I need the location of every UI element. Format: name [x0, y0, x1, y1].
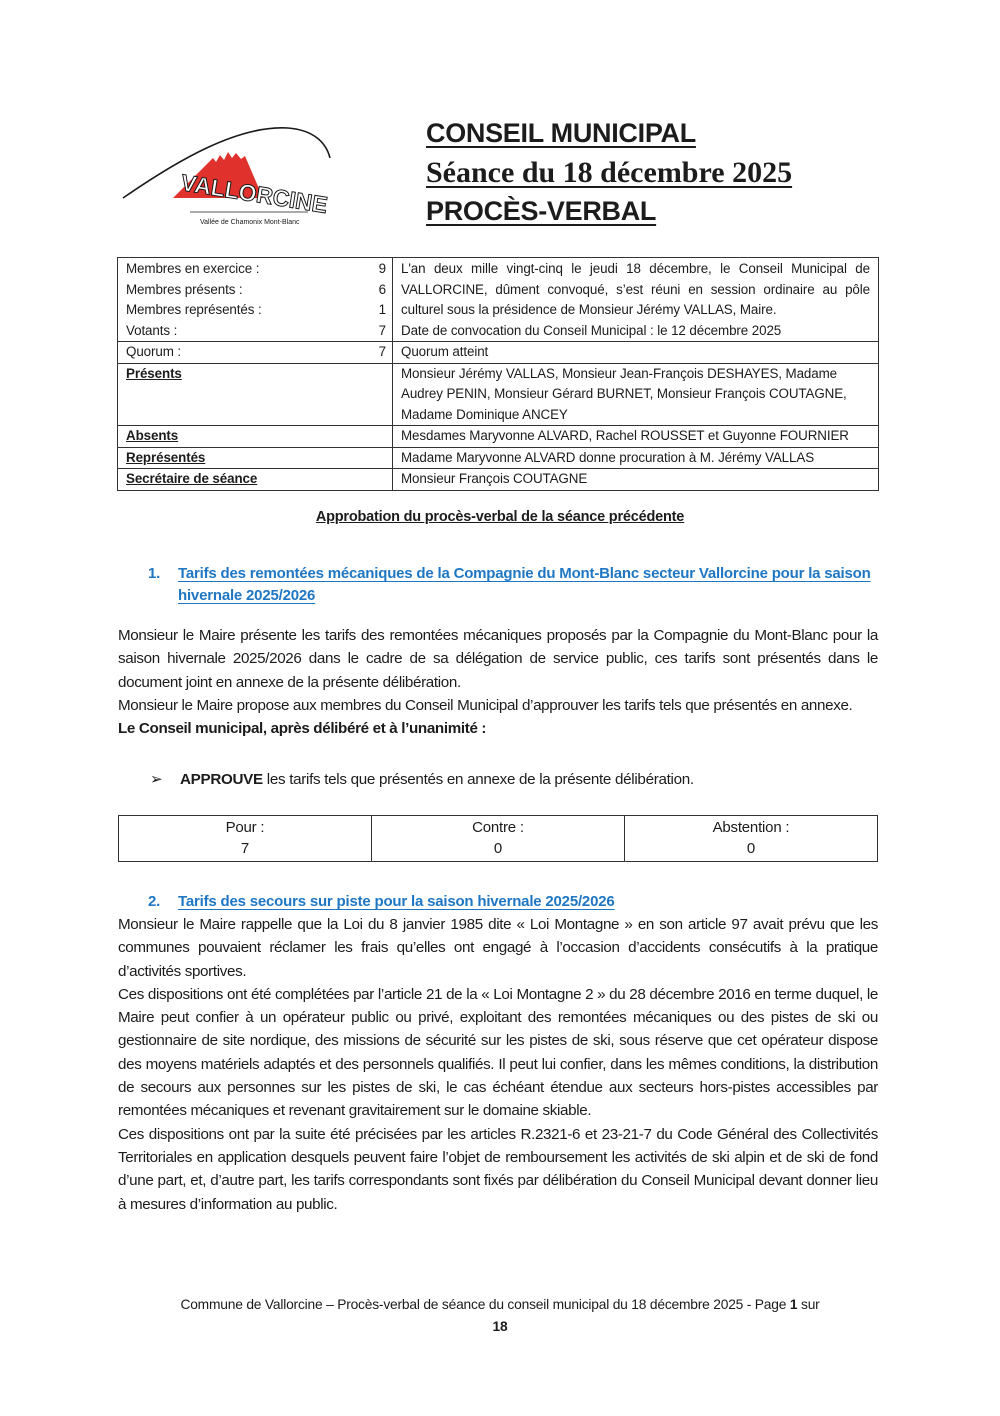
- intro-text: L'an deux mille vingt-cinq le jeudi 18 décembre, le Conseil Municipal de VALLORCINE, dûment convoqué, s’est réuni en session ordinaire au pôle culturel sous la présidence de Monsieur Jérémy VALLAS, Maire.: [401, 261, 870, 317]
- vote-table: [118, 815, 878, 862]
- vote-cell-contre: [372, 816, 625, 862]
- vote-cell-pour: [119, 816, 372, 862]
- presents-label: Présents: [126, 365, 182, 381]
- table-row: [118, 426, 879, 448]
- vote-label: Contre :: [472, 819, 524, 836]
- footer-sep: sur: [797, 1297, 820, 1312]
- footer-text: Commune de Vallorcine – Procès-verbal de séance du conseil municipal du 18 décembre 2025 - Page: [180, 1297, 790, 1312]
- counts-labels: [118, 258, 363, 342]
- page-number: 1: [789, 1297, 798, 1312]
- vote-label: Abstention :: [712, 819, 790, 836]
- presents-label-cell: [118, 363, 393, 426]
- table-row: [118, 447, 879, 469]
- section-1-heading: [148, 563, 878, 607]
- counts-values: [362, 258, 393, 342]
- section-number: 1.: [148, 565, 161, 582]
- representes-label: Représentés: [126, 449, 206, 465]
- absents-label-cell: [118, 426, 393, 448]
- absents-label: Absents: [126, 428, 179, 443]
- count-label: Votants :: [126, 322, 178, 338]
- table-row: [118, 258, 879, 342]
- page-footer: [0, 1294, 1000, 1338]
- paragraph: Ces dispositions ont été complétées par l’article 21 de la « Loi Montagne 2 » du 28 décembre 2016 en terme duquel, le Maire peut confier à un opérateur public ou privé, exploitant des remontées mécaniques ou des pistes de ski ou gestionnaire de site nordique, des missions de sécurité sur les pistes de ski, sous réserve que cet opérateur dispose des moyens matériels adaptés et des personnels qualifiés. Il peut lui confier, dans les mêmes conditions, la distribution de secours aux personnes sur les pistes de ski, le cas échéant étendue aux secteurs hors-pistes accessibles par remontées mécaniques et revenant gravitairement sur le domaine skiable.: [118, 985, 878, 1120]
- vallorcine-logo: [118, 120, 348, 230]
- secretaire-label-cell: [118, 469, 393, 491]
- session-intro: [393, 258, 879, 342]
- doc-type: PROCÈS-VERBAL: [426, 196, 657, 226]
- count-label: Membres en exercice :: [126, 261, 260, 276]
- section-2-body: [118, 913, 878, 1216]
- decision-statement: Le Conseil municipal, après délibéré et à l’unanimité :: [118, 720, 487, 738]
- quorum-label: Quorum :: [118, 342, 363, 364]
- absents-list: Mesdames Maryvonne ALVARD, Rachel ROUSSET et Guyonne FOURNIER: [393, 426, 879, 448]
- section-title: Tarifs des remontées mécaniques de la Compagnie du Mont-Blanc secteur Vallorcine pour la saison hivernale 2025/2026: [178, 565, 871, 604]
- count-value: 7: [378, 322, 386, 338]
- bullet-verb: APPROUVE: [180, 771, 263, 788]
- page-total: 18: [492, 1319, 508, 1334]
- secretaire-name: Monsieur François COUTAGNE: [393, 469, 879, 491]
- count-label: Membres présents :: [126, 281, 243, 297]
- paragraph: Ces dispositions ont par la suite été précisées par les articles R.2321-6 et 23-21-7 du Code Général des Collectivités Territoriales en application desquels peuvent faire l’objet de remboursement les activités de ski alpin et de ski de fond d’une part, et, d’autre part, les tarifs correspondants sont fixés par délibération du Conseil Municipal devant donner lieu à mesures d’information au public.: [118, 1125, 878, 1213]
- quorum-value: 7: [362, 342, 393, 364]
- count-label: Membres représentés :: [126, 302, 262, 317]
- vote-value: 0: [493, 840, 503, 857]
- section-2-heading: [148, 891, 878, 913]
- count-value: 6: [378, 281, 386, 297]
- section-number: 2.: [148, 893, 161, 910]
- table-row: [118, 363, 879, 426]
- secretaire-label: Secrétaire de séance: [126, 471, 258, 486]
- footer-line: [0, 1294, 1000, 1316]
- paragraph: Monsieur le Maire présente les tarifs des remontées mécaniques proposés par la Compagnie du Mont-Blanc pour la saison hivernale 2025/2026 dans le cadre de sa délégation de service public, ces tarifs sont présentés dans le document joint en annexe de la présente délibération.: [118, 627, 878, 691]
- doc-title: CONSEIL MUNICIPAL: [426, 118, 696, 148]
- representes-text: Madame Maryvonne ALVARD donne procuration à M. Jérémy VALLAS: [393, 447, 879, 469]
- count-value: 9: [378, 261, 386, 276]
- section-1-body: [118, 624, 878, 740]
- paragraph: Monsieur le Maire rappelle que la Loi du 8 janvier 1985 dite « Loi Montagne » en son article 97 avait prévu que les communes pouvaient réclamer les frais qu’elles ont engagé à l’occasion d’accidents consécutifs à la pratique d’activités sportives.: [118, 916, 878, 980]
- table-row: [119, 816, 878, 862]
- bullet-text: les tarifs tels que présentés en annexe de la présente délibération.: [262, 771, 694, 788]
- logo-wordmark: VALLORCINE: [179, 169, 330, 219]
- section-title: Tarifs des secours sur piste pour la saison hivernale 2025/2026: [178, 893, 615, 910]
- representes-label-cell: [118, 447, 393, 469]
- arrow-bullet-icon: ➢: [150, 771, 163, 788]
- count-value: 1: [378, 302, 386, 317]
- vote-value: 0: [746, 840, 756, 857]
- attendance-table: [117, 257, 879, 491]
- table-row: [118, 342, 879, 364]
- session-date: Séance du 18 décembre 2025: [426, 156, 793, 189]
- table-row: [118, 469, 879, 491]
- vote-value: 7: [240, 840, 250, 857]
- decision-bullet: [150, 770, 694, 788]
- paragraph: Monsieur le Maire propose aux membres du Conseil Municipal d’approuver les tarifs tels que présentés en annexe.: [118, 696, 853, 714]
- vote-cell-abstention: [625, 816, 878, 862]
- quorum-status: Quorum atteint: [393, 342, 879, 364]
- mountain-logo-icon: [118, 120, 348, 230]
- logo-tagline: Vallée de Chamonix Mont-Blanc: [200, 219, 300, 226]
- approbation-heading: Approbation du procès-verbal de la séance précédente: [315, 509, 685, 525]
- vote-label: Pour :: [225, 819, 265, 836]
- presents-list: Monsieur Jérémy VALLAS, Monsieur Jean-François DESHAYES, Madame Audrey PENIN, Monsieur Gérard BURNET, Monsieur François COUTAGNE, Madame Dominique ANCEY: [393, 363, 879, 426]
- convocation-date: Date de convocation du Conseil Municipal : le 12 décembre 2025: [401, 322, 782, 338]
